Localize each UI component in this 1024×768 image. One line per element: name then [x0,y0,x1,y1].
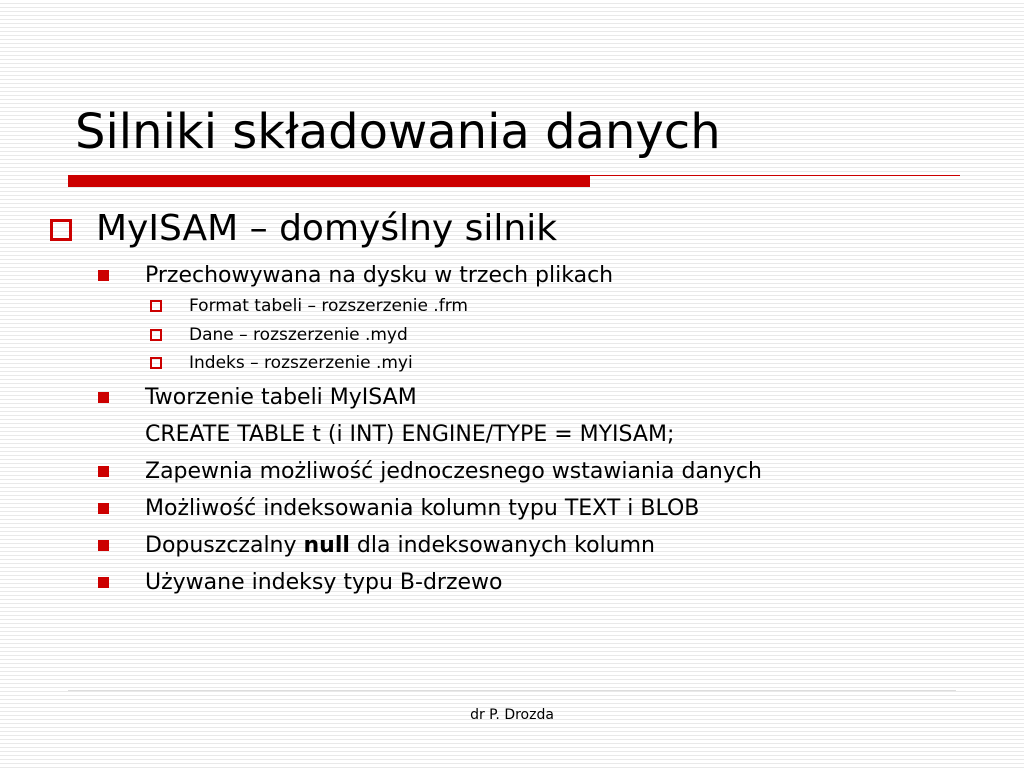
sub-bullet-text-frm: Format tabeli – rozszerzenie .frm [189,296,468,316]
footer-author: dr P. Drozda [470,707,554,723]
hollow-square-bullet-icon [150,300,162,312]
null-keyword: null [303,533,350,558]
bullet-continuation-sql: CREATE TABLE t (i INT) ENGINE/TYPE = MYISAM; [145,422,675,447]
bullet-text-btree: Używane indeksy typu B-drzewo [145,570,503,595]
main-bullet-text: MyISAM – domyślny silnik [96,208,558,249]
bullet-text-storage: Przechowywana na dysku w trzech plikach [145,263,614,288]
hollow-square-bullet-icon [150,357,162,369]
filled-square-bullet-icon [98,270,109,281]
title-underline-thick [68,175,590,187]
filled-square-bullet-icon [98,392,109,403]
title-underline-thin [590,175,960,176]
hollow-square-bullet-icon [150,329,162,341]
footer-divider [68,690,956,691]
hollow-square-bullet-icon [50,219,72,241]
bullet-text-text-blob: Możliwość indeksowania kolumn typu TEXT i BLOB [145,496,700,521]
filled-square-bullet-icon [98,577,109,588]
sub-bullet-text-myi: Indeks – rozszerzenie .myi [189,353,413,373]
null-text-after: dla indeksowanych kolumn [349,533,655,558]
slide-title: Silniki składowania danych [75,104,721,160]
bullet-text-null [145,531,655,561]
filled-square-bullet-icon [98,540,109,551]
filled-square-bullet-icon [98,466,109,477]
filled-square-bullet-icon [98,503,109,514]
sub-bullet-text-myd: Dane – rozszerzenie .myd [189,325,408,345]
bullet-text-concurrent-insert: Zapewnia możliwość jednoczesnego wstawiania danych [145,459,762,484]
null-text-before: Dopuszczalny [145,533,304,558]
bullet-text-create-table: Tworzenie tabeli MyISAM [145,385,417,410]
